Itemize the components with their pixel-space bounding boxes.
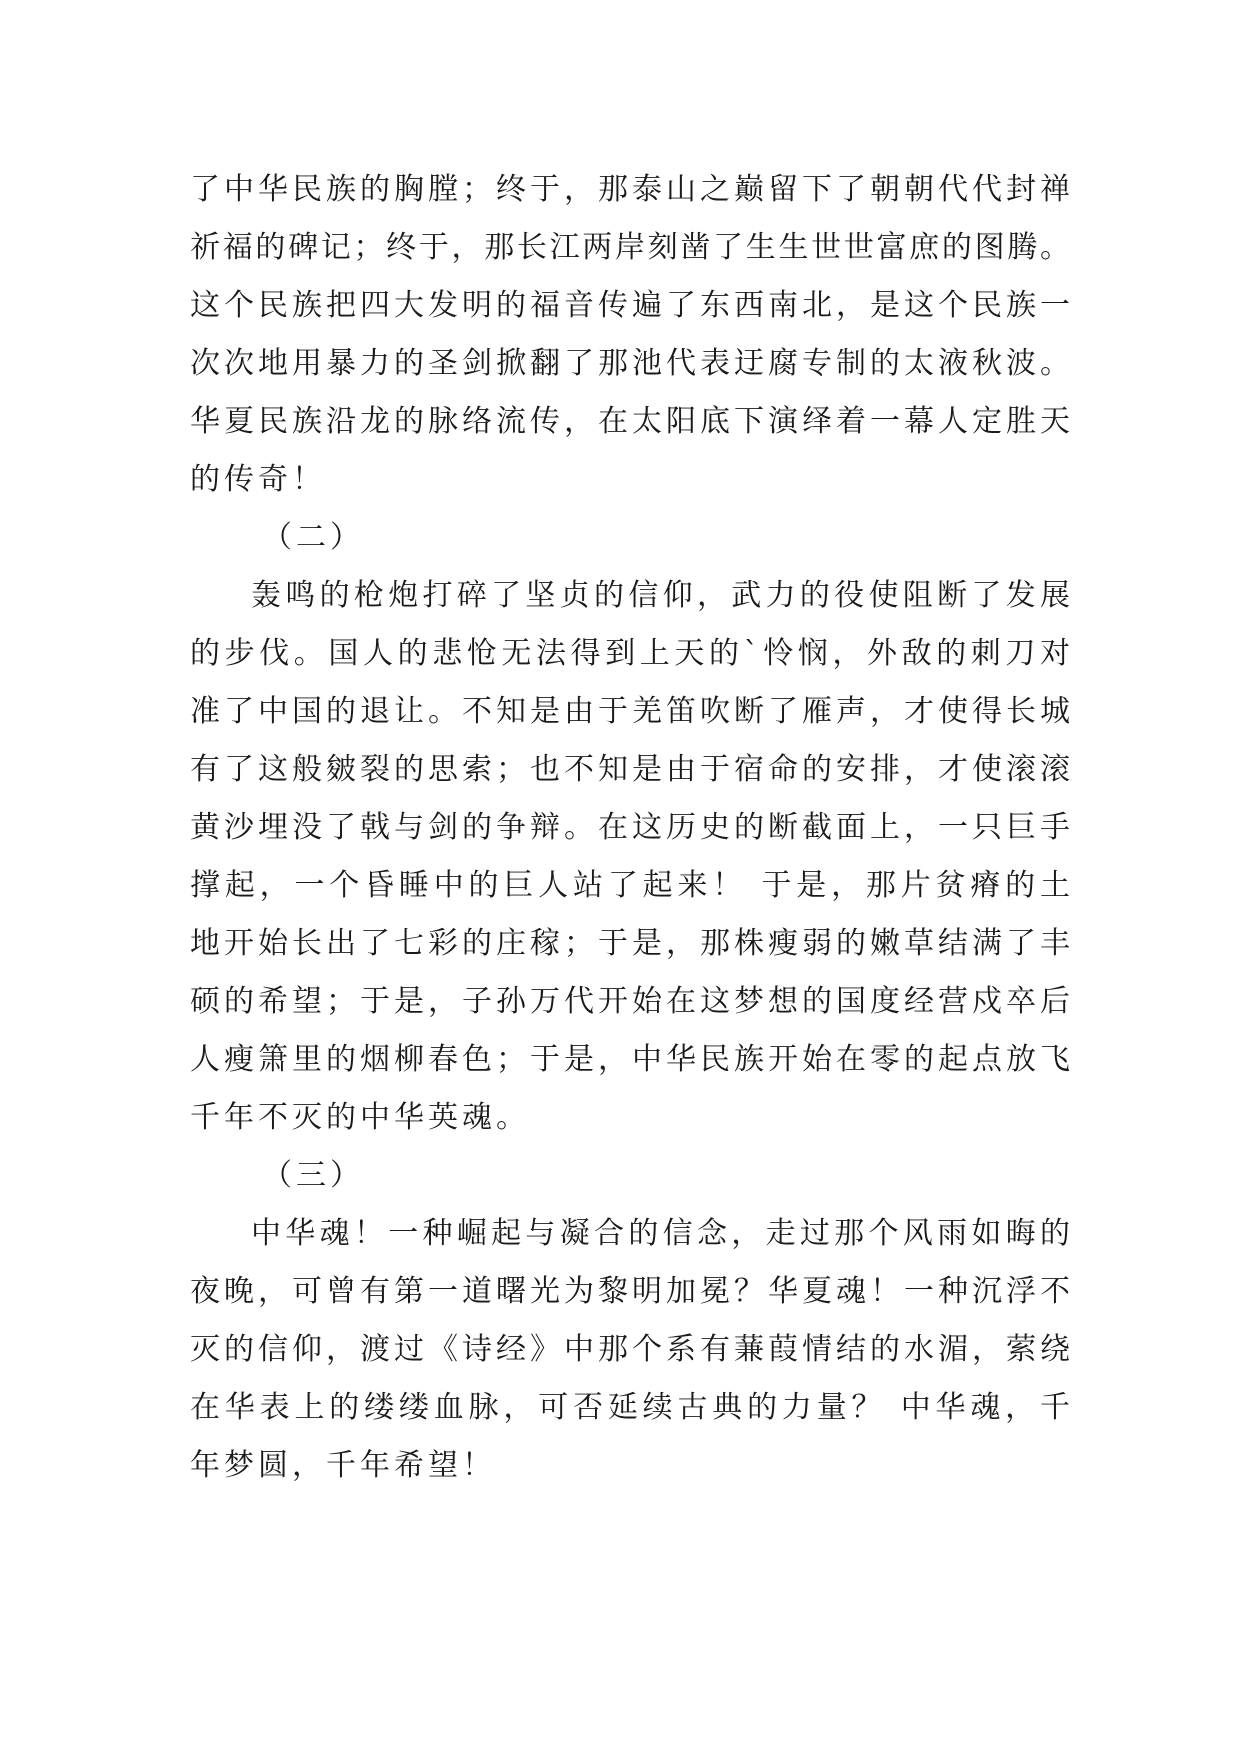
section-heading [190,509,1070,567]
text-line: 人瘦箫里的烟柳春色；于是，中华民族开始在零的起点放飞 [190,1042,1070,1077]
text-line: 这个民族把四大发明的福音传遍了东西南北，是这个民族一 [190,288,1070,323]
text-line: 了中华民族的胸膛；终于，那泰山之巅留下了朝朝代代封禅 [190,172,1070,207]
text-line: 次次地用暴力的圣剑掀翻了那池代表迂腐专制的太液秋波。 [190,346,1070,381]
text-line: 硕的希望；于是，子孙万代开始在这梦想的国度经营戍卒后 [190,984,1070,1019]
text-line: 黄沙埋没了戟与剑的争辩。在这历史的断截面上，一只巨手 [190,810,1070,845]
text-line: 年梦圆，千年希望！ [190,1448,496,1483]
text-line: 夜晚，可曾有第一道曙光为黎明加冕？华夏魂！一种沉浮不 [190,1274,1070,1309]
text-line: 中华魂！一种崛起与凝合的信念，走过那个风雨如晦的 [251,1216,1070,1251]
text-line: 的传奇！ [190,462,326,497]
text-line: 在华表上的缕缕血脉，可否延续古典的力量？ 中华魂，千 [190,1390,1070,1425]
section-heading [190,1147,1070,1205]
text-line: 的步伐。国人的悲怆无法得到上天的`怜悯，外敌的刺刀对 [190,636,1070,671]
text-line: 千年不灭的中华英魂。 [190,1100,530,1135]
text-line: 有了这般皴裂的思索；也不知是由于宿命的安排，才使滚滚 [190,752,1070,787]
text-line: 撑起，一个昏睡中的巨人站了起来！ 于是，那片贫瘠的土 [190,868,1070,903]
text-line: 祈福的碑记；终于，那长江两岸刻凿了生生世世富庶的图腾。 [190,230,1070,265]
heading-text: （二） [262,520,364,555]
text-line: 灭的信仰，渡过《诗经》中那个系有蒹葭情结的水湄，萦绕 [190,1332,1070,1367]
heading-text: （三） [262,1158,364,1193]
text-line: 华夏民族沿龙的脉络流传，在太阳底下演绎着一幕人定胜天 [190,404,1070,439]
paragraph [190,567,1070,1147]
text-line: 准了中国的退让。不知是由于羌笛吹断了雁声，才使得长城 [190,694,1070,729]
text-line: 地开始长出了七彩的庄稼；于是，那株瘦弱的嫩草结满了丰 [190,926,1070,961]
paragraph [190,1205,1070,1495]
paragraph [190,161,1070,509]
document-body [190,161,1070,1495]
text-line: 轰鸣的枪炮打碎了坚贞的信仰，武力的役使阻断了发展 [251,578,1070,613]
